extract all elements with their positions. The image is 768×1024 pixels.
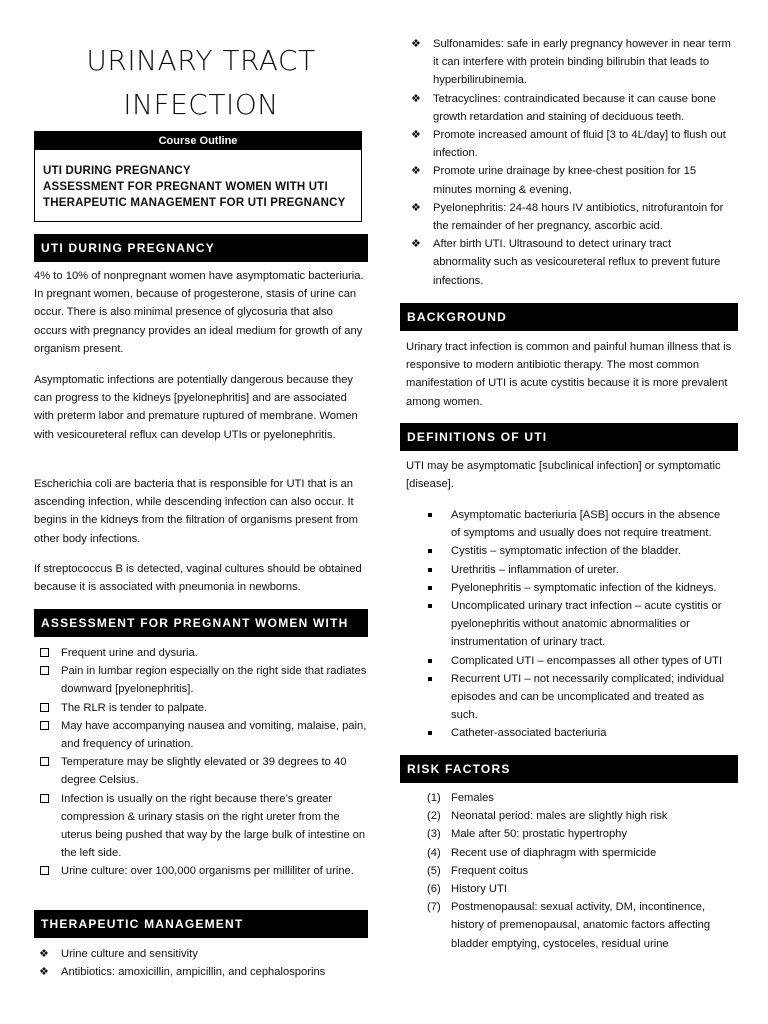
list-item: Urethritis – inflammation of ureter.	[400, 561, 732, 579]
checkbox-icon	[40, 757, 49, 766]
therapeutic-list-left	[34, 945, 368, 981]
list-item: (5) Frequent coitus	[400, 862, 732, 880]
outline-item: ASSESSMENT FOR PREGNANT WOMEN WITH UTI	[43, 181, 328, 193]
list-item: ❖ Antibiotics: amoxicillin, ampicillin, and cephalosporins	[34, 963, 368, 981]
paragraph: Urinary tract infection is common and painful human illness that is responsive to modern antibiotic therapy. The most common manifestation of UTI is acute cystitis because it is more prevalent among women.	[406, 341, 732, 408]
square-bullet-icon	[428, 677, 432, 681]
section-heading-risk-factors: RISK FACTORS	[400, 755, 738, 783]
list-item: ❖ Urine culture and sensitivity	[34, 945, 368, 963]
list-item: Pyelonephritis – symptomatic infection of the kidneys.	[400, 579, 732, 597]
list-item: The RLR is tender to palpate.	[34, 699, 368, 717]
therapeutic-list-right	[406, 35, 732, 290]
list-item: Temperature may be slightly elevated or 39 degrees to 40 degree Celsius.	[34, 753, 368, 789]
definitions-list	[400, 506, 732, 743]
list-item: (3) Male after 50: prostatic hypertrophy	[400, 825, 732, 843]
diamond-bullet-icon: ❖	[411, 38, 421, 50]
risk-factors-list	[400, 789, 732, 953]
list-item: (1) Females	[400, 789, 732, 807]
section-heading-definitions: DEFINITIONS OF UTI	[400, 423, 738, 451]
list-number: (3)	[427, 828, 441, 841]
list-item: May have accompanying nausea and vomiting, malaise, pain, and frequency of urination.	[34, 717, 368, 753]
course-outline-list	[35, 150, 361, 221]
paragraph: 4% to 10% of nonpregnant women have asymptomatic bacteriuria. In pregnant women, because of progesterone, stasis of urine can occur. There is also minimal presence of glycosuria that also occurs with pregnancy provides an ideal medium for growth of any organism present.	[34, 270, 364, 355]
checkbox-icon	[40, 703, 49, 712]
assessment-list	[34, 644, 368, 881]
list-item: ❖ Promote increased amount of fluid [3 to 4L/day] to flush out infection.	[406, 126, 732, 162]
list-item: Urine culture: over 100,000 organisms per milliliter of urine.	[34, 862, 368, 880]
checkbox-icon	[40, 866, 49, 875]
diamond-bullet-icon: ❖	[39, 966, 49, 979]
list-item: ❖ Pyelonephritis: 24-48 hours IV antibiotics, nitrofurantoin for the remainder of her pregnancy, ascorbic acid.	[406, 199, 732, 235]
list-number: (7)	[427, 901, 441, 914]
list-item: Infection is usually on the right because there’s greater compression & urinary stasis on the right ureter from the uterus being pushed that way by the large bulk of intestine on the left side.	[34, 790, 368, 863]
list-item: Catheter-associated bacteriuria	[400, 724, 732, 742]
diamond-bullet-icon: ❖	[411, 238, 421, 251]
diamond-bullet-icon: ❖	[411, 129, 421, 142]
list-item: ❖ Promote urine drainage by knee-chest position for 15 minutes morning & evening,	[406, 162, 732, 198]
square-bullet-icon	[428, 568, 432, 572]
paragraph: Asymptomatic infections are potentially dangerous because they can progress to the kidneys [pyelonephritis] and are associated with preterm labor and premature ruptured of membrane. Women with vesicoureteral reflux can develop UTIs or pyelonephritis.	[34, 374, 358, 441]
square-bullet-icon	[428, 586, 432, 590]
square-bullet-icon	[428, 549, 432, 553]
diamond-bullet-icon: ❖	[39, 948, 49, 960]
document-title-line1: URINARY TRACT	[86, 44, 316, 77]
list-number: (1)	[427, 792, 441, 804]
list-item: Uncomplicated urinary tract infection – acute cystitis or pyelonephritis without anatomic abnormalities or instrumentation of urinary tract.	[400, 597, 732, 652]
list-item: (7) Postmenopausal: sexual activity, DM, incontinence, history of premenopausal, anatomic factors affecting bladder emptying, cystoceles, residual urine	[400, 898, 732, 953]
document-title-line2: INFECTION	[123, 88, 279, 121]
list-item: Pain in lumbar region especially on the right side that radiates downward [pyelonephritis].	[34, 662, 368, 698]
outline-item: THERAPEUTIC MANAGEMENT FOR UTI PREGNANCY	[43, 197, 346, 209]
section-heading-uti-pregnancy: UTI DURING PREGNANCY	[34, 234, 368, 262]
diamond-bullet-icon: ❖	[411, 92, 421, 105]
paragraph: If streptococcus B is detected, vaginal cultures should be obtained because it is associated with pneumonia in newborns.	[34, 563, 362, 594]
course-outline-header: Course Outline	[35, 132, 361, 150]
list-item: Complicated UTI – encompasses all other types of UTI	[400, 652, 732, 670]
section-heading-background: BACKGROUND	[400, 303, 738, 331]
list-item: Cystitis – symptomatic infection of the bladder.	[400, 542, 732, 560]
paragraph: Escherichia coli are bacteria that is responsible for UTI that is an ascending infection, while descending infection can also occur. It begins in the kidneys from the filtration of organisms present from other body infections.	[34, 478, 358, 545]
diamond-bullet-icon: ❖	[411, 165, 421, 178]
list-number: (5)	[427, 864, 441, 877]
paragraph: UTI may be asymptomatic [subclinical infection] or symptomatic [disease].	[406, 460, 721, 491]
list-item: (6) History UTI	[400, 880, 732, 898]
list-number: (6)	[427, 883, 441, 896]
list-item: (4) Recent use of diaphragm with spermicide	[400, 844, 732, 862]
square-bullet-icon	[428, 731, 432, 735]
list-item: ❖ Sulfonamides: safe in early pregnancy however in near term it can interfere with protein binding bilirubin that leads to hyperbilirubinemia.	[406, 35, 732, 90]
square-bullet-icon	[428, 659, 432, 663]
checkbox-icon	[40, 794, 49, 803]
list-number: (4)	[427, 846, 441, 859]
list-item: Frequent urine and dysuria.	[34, 644, 368, 662]
diamond-bullet-icon: ❖	[411, 201, 421, 214]
section-heading-assessment: ASSESSMENT FOR PREGNANT WOMEN WITH UTI	[34, 609, 368, 637]
section-heading-therapeutic: THERAPEUTIC MANAGEMENT	[34, 910, 368, 938]
list-item: Recurrent UTI – not necessarily complicated; individual episodes and can be uncomplicated and treated as such.	[400, 670, 732, 725]
list-item: Asymptomatic bacteriuria [ASB] occurs in the absence of symptoms and usually does not require treatment.	[400, 506, 732, 542]
checkbox-icon	[40, 648, 49, 657]
square-bullet-icon	[428, 513, 432, 517]
outline-item: UTI DURING PREGNANCY	[43, 165, 191, 177]
list-item: ❖ After birth UTI. Ultrasound to detect urinary tract abnormality such as vesicoureteral reflux to prevent future infections.	[406, 235, 732, 290]
list-item: (2) Neonatal period: males are slightly high risk	[400, 807, 732, 825]
course-outline-box	[34, 131, 362, 222]
square-bullet-icon	[428, 604, 432, 608]
checkbox-icon	[40, 721, 49, 730]
checkbox-icon	[40, 666, 49, 675]
list-number: (2)	[427, 810, 441, 823]
list-item: ❖ Tetracyclines: contraindicated because it can cause bone growth retardation and staining of deciduous teeth.	[406, 90, 732, 126]
